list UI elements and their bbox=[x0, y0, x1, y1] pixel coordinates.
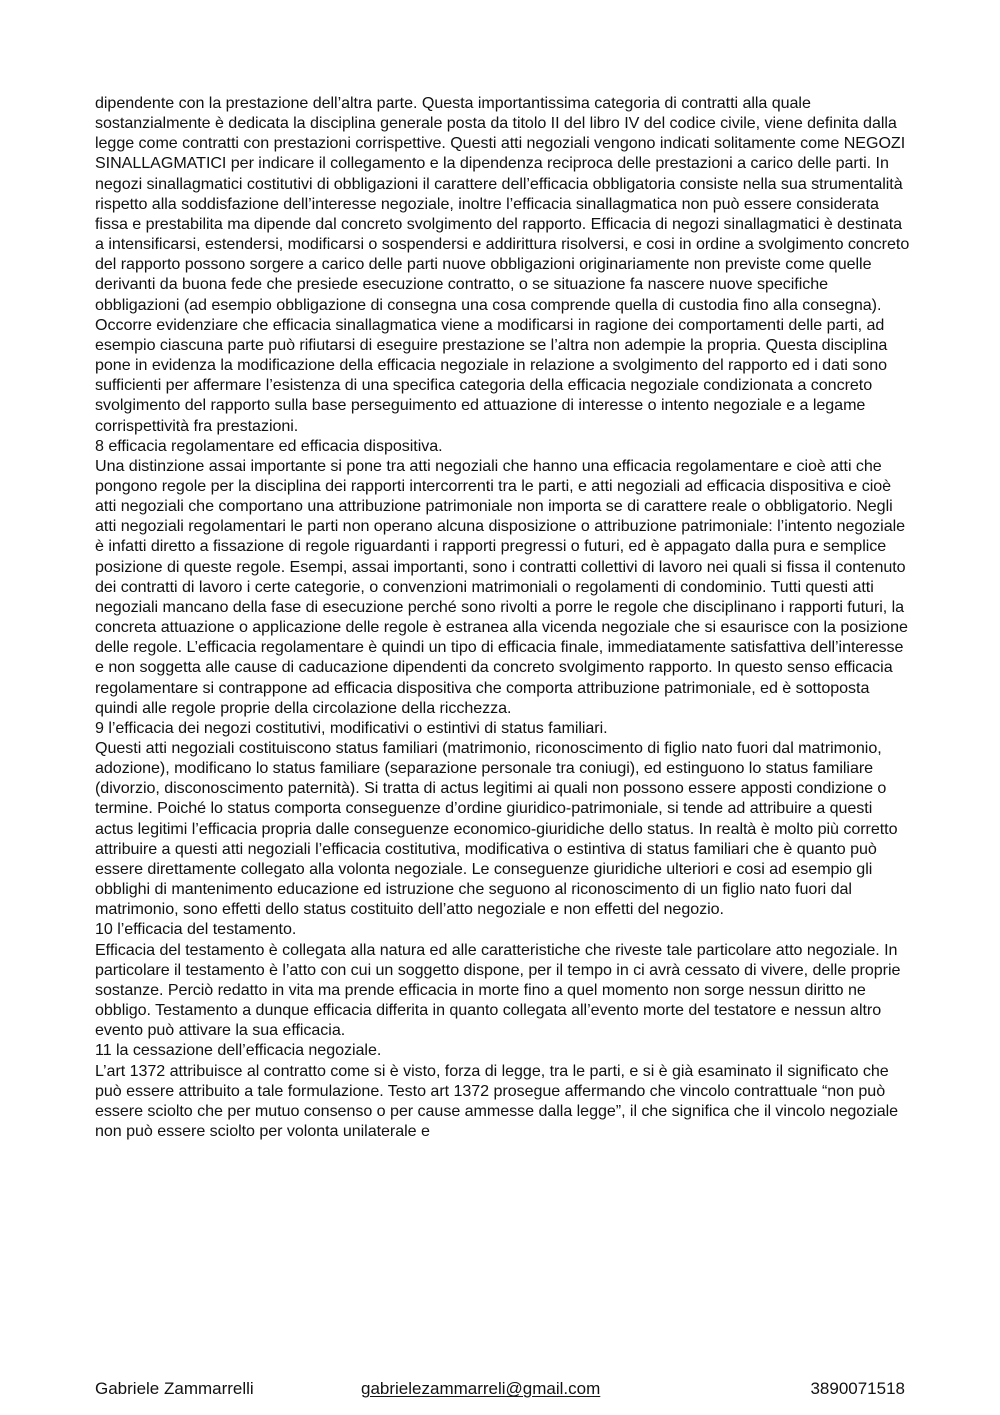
body-paragraph: Una distinzione assai importante si pone tra atti negoziali che hanno una efficacia regolamentare e cioè atti che pongono regole per la disciplina dei rapporti intercorrenti tra le parti, e atti negoziali ad efficacia dispositiva e cioè atti negoziali che comportano una attribuzione patrimoniale non importa se di carattere reale o obbligatorio. Negli atti negoziali regolamentari le parti non operano alcuna disposizione o attribuzione patrimoniale: l’intento negoziale è infatti diretto a fissazione di regole riguardanti i rapporti pregressi o futuri, ed è appagato dalla pura e semplice posizione di queste regole. Esempi, assai importanti, sono i contratti collettivi di lavoro nei quali si fissa il contenuto dei contratti di lavoro i certe categorie, o convenzioni matrimoniali o regolamenti di condominio. Tutti questi atti negoziali mancano della fase di esecuzione perché sono rivolti a porre le regole che disciplinano i rapporti futuri, la concreta attuazione o applicazione delle regole è estranea alla vicenda negoziale che si esaurisce con la posizione delle regole. L’efficacia regolamentare è quindi un tipo di efficacia finale, immediatamente satisfattiva dell’interesse e non soggetta alle cause di caducazione dipendenti da concreto svolgimento rapporto. In questo senso efficacia regolamentare si contrappone ad efficacia dispositiva che comporta attribuzione patrimoniale, ed è sottoposta quindi alle regole proprie della circolazione della ricchezza. bbox=[95, 456, 908, 717]
section-heading: 9 l’efficacia dei negozi costitutivi, modificativi o estintivi di status familiari. bbox=[95, 718, 608, 737]
footer-author: Gabriele Zammarrelli bbox=[95, 1379, 254, 1398]
section-heading: 11 la cessazione dell’efficacia negoziale. bbox=[95, 1041, 382, 1060]
footer-email-link[interactable]: gabrielezammarreli@gmail.com bbox=[361, 1379, 601, 1398]
document-body bbox=[95, 93, 910, 1141]
body-paragraph: L’art 1372 attribuisce al contratto come si è visto, forza di legge, tra le parti, e si è già esaminato il significato che può essere attribuito a tale formulazione. Testo art 1372 prosegue affermando che vincolo contrattuale “non può essere sciolto che per mutuo consenso o per cause ammesse dalla legge”, il che significa che il vincolo negoziale non può essere sciolto per volonta unilaterale e bbox=[95, 1061, 899, 1140]
section-heading: 8 efficacia regolamentare ed efficacia dispositiva. bbox=[95, 436, 443, 455]
footer-phone: 3890071518 bbox=[810, 1379, 905, 1398]
page-footer bbox=[95, 1378, 905, 1402]
body-paragraph: Questi atti negoziali costituiscono status familiari (matrimonio, riconoscimento di figlio nato fuori dal matrimonio, adozione), modificano lo status familiare (separazione personale tra coniugi), ed estinguono lo status familiare (divorzio, disconoscimento paternità). Si tratta di actus legitimi ai quali non possono essere apposti condizione o termine. Poiché lo status comporta conseguenze d’ordine giuridico-patrimoniale, si tende ad attribuire a questi actus legitimi l’efficacia propria dalle conseguenze economico-giuridiche dello status. In realtà è molto più corretto attribuire a questi atti negoziali l’efficacia costitutiva, modificativa o estintiva di status familiari che è quanto può essere direttamente collegato alla volonta negoziale. Le conseguenze giuridiche ulteriori e cosi ad esempio gli obblighi di mantenimento educazione ed istruzione che seguono al riconoscimento di un figlio nato fuori dal matrimonio, sono effetti dello status costituito dell’atto negoziale e non effetti del negozio. bbox=[95, 739, 898, 919]
body-paragraph: Efficacia del testamento è collegata alla natura ed alle caratteristiche che riveste tale particolare atto negoziale. In particolare il testamento è l’atto con cui un soggetto dispone, per il tempo in ci avrà cessato di vivere, delle proprie sostanze. Perciò redatto in vita ma prende efficacia in morte fino a quel momento non sorge nessun diritto ne obbligo. Testamento a dunque efficacia differita in quanto collegata all’evento morte del testatore e nessun altro evento può attivare la sua efficacia. bbox=[95, 940, 901, 1040]
section-heading: 10 l’efficacia del testamento. bbox=[95, 920, 297, 939]
body-paragraph: dipendente con la prestazione dell’altra parte. Questa importantissima categoria di contratti alla quale sostanzialmente è dedicata la disciplina generale posta da titolo II del libro IV del codice civile, viene definita dalla legge come contratti con prestazioni corrispettive. Questi atti negoziali vengono indicati solitamente come NEGOZI SINALLAGMATICI per indicare il collegamento e la dipendenza reciproca delle prestazioni a carico delle parti. In negozi sinallagmatici costitutivi di obbligazioni il carattere dell’efficacia obbligatoria consiste nella sua strumentalità rispetto alla soddisfazione dell’interesse negoziale, inoltre l’efficacia sinallagmatica non può essere considerata fissa e prestabilita ma dipende dal concreto svolgimento del rapporto. Efficacia di negozi sinallagmatici è destinata a intensificarsi, estendersi, modificarsi o sospendersi e addirittura risolversi, e cosi in ordine a svolgimento concreto del rapporto possono sorgere a carico delle parti nuove obbligazioni originariamente non previste come quelle derivanti da buona fede che presiede esecuzione contratto, o se situazione fa nascere nuove specifiche obbligazioni (ad esempio obbligazione di consegna una cosa comprende quella di custodia fino alla consegna). Occorre evidenziare che efficacia sinallagmatica viene a modificarsi in ragione dei comportamenti delle parti, ad esempio ciascuna parte può rifiutarsi di eseguire prestazione se l’altra non adempie la propria. Questa disciplina pone in evidenza la modificazione della efficacia negoziale in relazione a svolgimento del rapporto ed i dati sono sufficienti per affermare l’esistenza di una specifica categoria della efficacia negoziale condizionata a concreto svolgimento del rapporto sulla base perseguimento ed attuazione di interesse o intento negoziale e a legame corrispettività fra prestazioni. bbox=[95, 94, 910, 435]
